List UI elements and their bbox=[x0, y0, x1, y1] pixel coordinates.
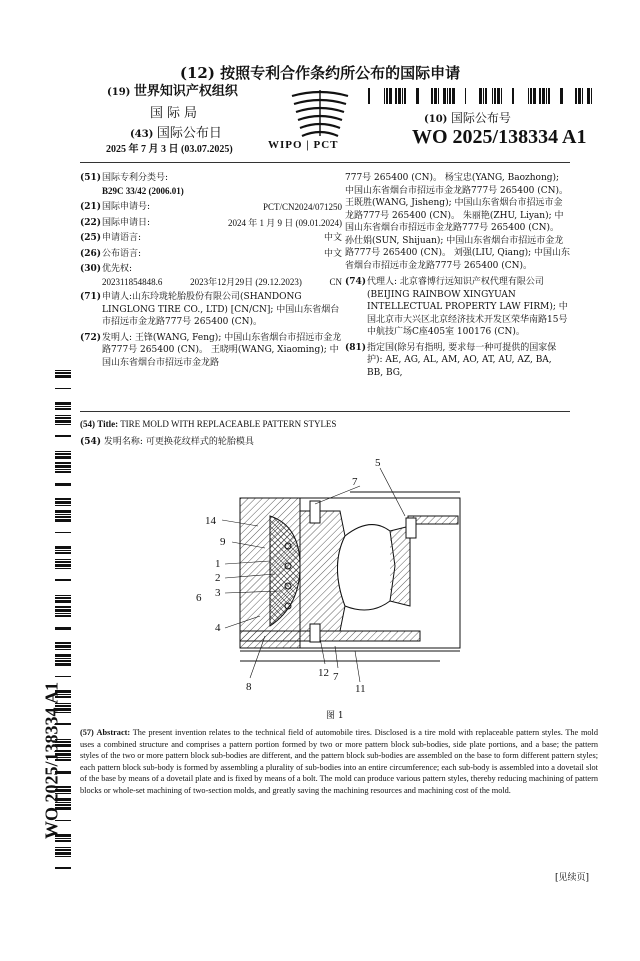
fig-label-5: 5 bbox=[375, 457, 381, 469]
entry-25: (25)申请语言: 中文 bbox=[80, 233, 342, 243]
org-code: (19) bbox=[107, 87, 131, 98]
fig-label-8: 8 bbox=[246, 681, 252, 693]
fig-label-2: 2 bbox=[215, 572, 221, 584]
title-zh: (54) 发明名称: 可更换花纹样式的轮胎模具 bbox=[80, 437, 254, 447]
figure-caption: 图 1 bbox=[326, 711, 344, 721]
pub-date: 2025 年 7 月 3 日 (03.07.2025) bbox=[106, 144, 233, 155]
entry-51: (51)国际专利分类号: B29C 33/42 (2006.01) bbox=[80, 173, 184, 196]
pub-date-label: 国际公布日 bbox=[156, 126, 222, 141]
fig-label-7b: 7 bbox=[333, 671, 339, 683]
fig-label-14: 14 bbox=[205, 515, 216, 527]
entry-26: (26)公布语言: 中文 bbox=[80, 248, 342, 259]
wipo-logo-icon bbox=[288, 88, 352, 138]
document-title: (12) 按照专利合作条约所公布的国际申请 bbox=[179, 64, 461, 82]
org-block bbox=[107, 85, 238, 99]
entry-81: (81) 指定国(除另有指明, 要求每一种可提供的国家保护): AE, AG, AL, AM, AO, AT, AU, AZ, BA, BB, BG, bbox=[345, 342, 557, 378]
inventors-continued: 777号 265400 (CN)。 杨宝忠(YANG, Baozhong); 中国山东省烟台市招远市金龙路777号 265400 (CN)。 王既胜(WANG, Jisheng); 中国山东省烟台市招远市金龙路777号 265400 (CN)。 朱丽艳(ZHU, Liyan); 中国山东省烟台市招远市金龙路777号 265400 (CN)。 孙仕娟(SUN, Shijuan); 中国山东省烟台市招远市金龙路777号 265400 (CN)。 刘强(LIU, Qiang); 中国山东省烟台市招远市金龙路777号 265400 (CN)。 bbox=[345, 173, 571, 271]
fig-label-11: 11 bbox=[355, 683, 366, 695]
title-en: (54) Title: TIRE MOLD WITH REPLACEABLE PATTERN STYLES bbox=[80, 419, 337, 429]
entry-72: (72) 发明人: 王锋(WANG, Feng); 中国山东省烟台市招远市金龙路777号 265400 (CN)。 王晓明(WANG, Xiaoming); 中国山东省烟台市招远市金龙路 bbox=[80, 332, 342, 368]
fig-label-3: 3 bbox=[215, 587, 221, 599]
biblio-divider bbox=[80, 411, 570, 412]
fig-label-4: 4 bbox=[215, 622, 221, 634]
side-publication-number: WO 2025/138334 A1 bbox=[41, 682, 62, 840]
wipo-logo-text: WIPO | PCT bbox=[268, 139, 339, 151]
entry-71: (71) 申请人:山东玲珑轮胎股份有限公司(SHANDONG LINGLONG TIRE CO., LTD) [CN/CN]; 中国山东省烟台市招远市金龙路777号 265400 (CN)。 bbox=[80, 292, 340, 327]
fig-label-6: 6 bbox=[196, 592, 202, 604]
abstract: (57) Abstract: The present invention relates to the technical field of automobile tires. Disclosed is a tire mold with replaceable pattern styles. The mold uses a combined structure and comprises a pattern portion formed by two or more pattern block sub-bodies, side plate portions, and a base; the pattern styles of the two or more pattern block sub-bodies are different, and the pattern block sub-bodies are assembled on the base to form different pattern styles; each pattern block sub-body is formed by assembling a plurality of sub-bodies into an entire circumference; each sub-body is assembled into a dovetail slot of the base by means of a dovetail plate and is fixed by means of a bolt. The mold can produce various pattern styles, thereby reducing machining of pattern blocks or whole-set machining of two-section molds, and greatly saving the machining resources and machining cost of the mold. bbox=[80, 728, 598, 795]
entry-21: (21)国际申请号: PCT/CN2024/071250 bbox=[80, 202, 342, 212]
pub-number: WO 2025/138334 A1 bbox=[412, 126, 587, 148]
pub-num-block bbox=[424, 112, 511, 126]
ipc-class: B29C 33/42 (2006.01) bbox=[102, 185, 184, 196]
entry-30: (30)优先权: 202311854848.6 2023年12月29日 (29.12.2023) CN bbox=[80, 264, 342, 287]
fig-label-1: 1 bbox=[215, 558, 221, 570]
pub-date-code: (43) bbox=[130, 129, 154, 140]
fig-label-9: 9 bbox=[220, 536, 226, 548]
header-divider bbox=[80, 162, 570, 163]
see-next-page: [见续页] bbox=[555, 873, 590, 883]
biblio-left bbox=[80, 172, 342, 372]
org-name: 世界知识产权组织 bbox=[133, 84, 238, 99]
fig-label-12: 12 bbox=[318, 667, 329, 679]
biblio-right bbox=[345, 172, 570, 382]
pub-num-code: (10) bbox=[424, 114, 448, 125]
entry-22: (22)国际申请日: 2024 年 1 月 9 日 (09.01.2024) bbox=[80, 217, 342, 228]
entry-74: (74) 代理人: 北京睿博行远知识产权代理有限公司(BEIJING RAINBOW XINGYUAN INTELLECTUAL PROPERTY LAW FIRM); 中国北京市大兴区北京经济技术开发区荣华南路15号中航技广场C座405室 100176 (CN)。 bbox=[345, 277, 568, 337]
fig-label-7a: 7 bbox=[352, 476, 358, 488]
patent-figure bbox=[170, 456, 470, 696]
pub-num-label: 国际公布号 bbox=[450, 111, 511, 125]
pub-date-block bbox=[130, 127, 222, 141]
org-sub: 国际局 bbox=[150, 106, 202, 121]
barcode-icon bbox=[362, 88, 592, 104]
